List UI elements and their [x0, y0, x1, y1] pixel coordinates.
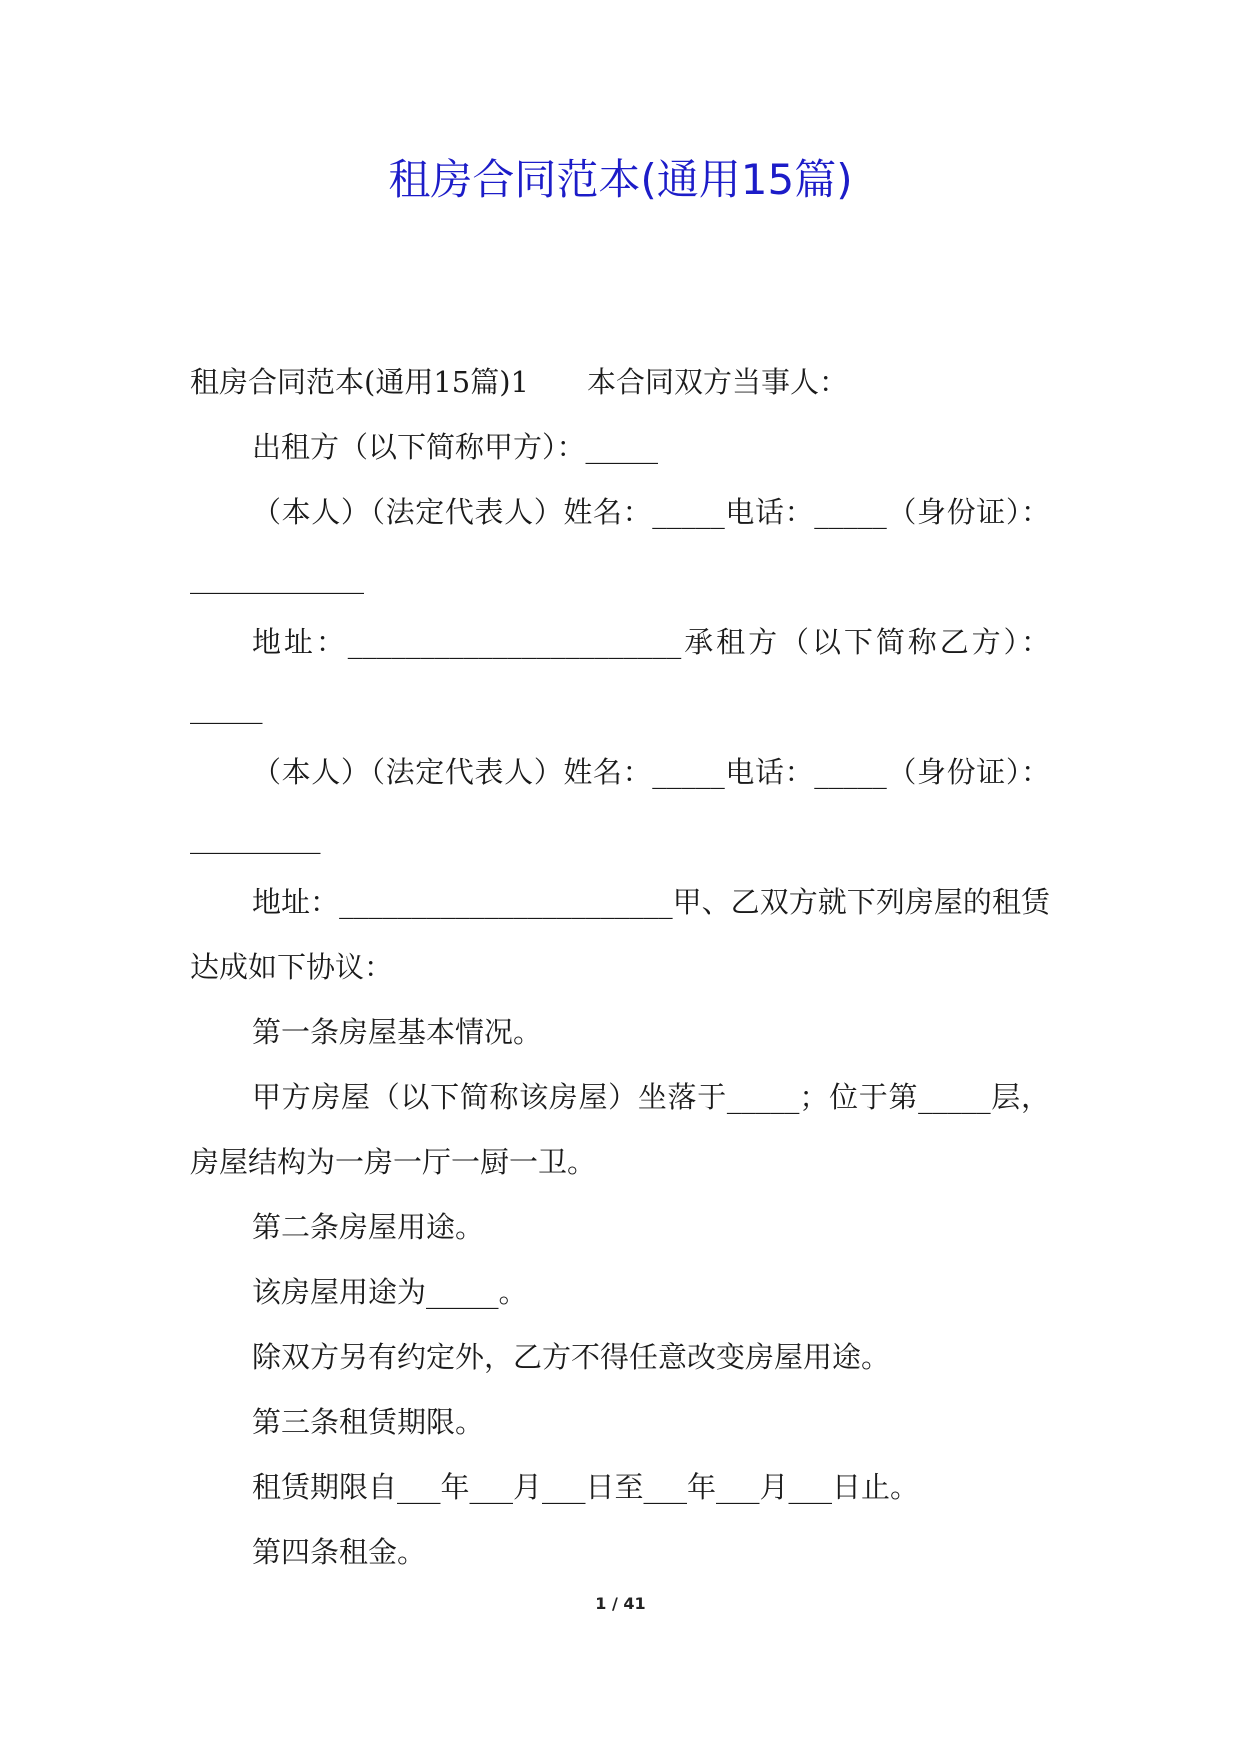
paragraph-lessor: 出租方（以下简称甲方）：_____: [252, 430, 659, 464]
paragraph-lessee-address: 地址：_______________________甲、乙双方就下列房屋的租赁达成如下协议：: [190, 885, 1050, 984]
paragraph-lessee-contact: （本人）（法定代表人）姓名：_____电话：_____（身份证）：_________: [190, 755, 1050, 854]
paragraph-lessor-contact: （本人）（法定代表人）姓名：_____电话：_____（身份证）：____________: [190, 495, 1050, 594]
document-body: [190, 350, 1050, 1585]
page-number: 1 / 41: [595, 1594, 646, 1613]
document-title: 租房合同范本(通用15篇): [388, 155, 853, 204]
paragraph-lessor-address: 地址：_______________________承租方（以下简称乙方）：_____: [190, 625, 1050, 724]
article-4-heading: 第四条租金。: [252, 1535, 427, 1569]
paragraph-intro: 租房合同范本(通用15篇)1 本合同双方当事人：: [190, 365, 848, 399]
article-3-heading: 第三条租赁期限。: [252, 1405, 485, 1439]
article-3-content: 租赁期限自___年___月___日至___年___月___日止。: [252, 1470, 920, 1504]
article-1-content: 甲方房屋（以下简称该房屋）坐落于_____；位于第_____层，房屋结构为一房一厅一厨一卫。: [190, 1080, 1050, 1179]
article-2-heading: 第二条房屋用途。: [252, 1210, 485, 1244]
article-2-content: 该房屋用途为_____。: [252, 1275, 528, 1309]
article-2-restriction: 除双方另有约定外，乙方不得任意改变房屋用途。: [252, 1340, 891, 1374]
article-1-heading: 第一条房屋基本情况。: [252, 1015, 543, 1049]
